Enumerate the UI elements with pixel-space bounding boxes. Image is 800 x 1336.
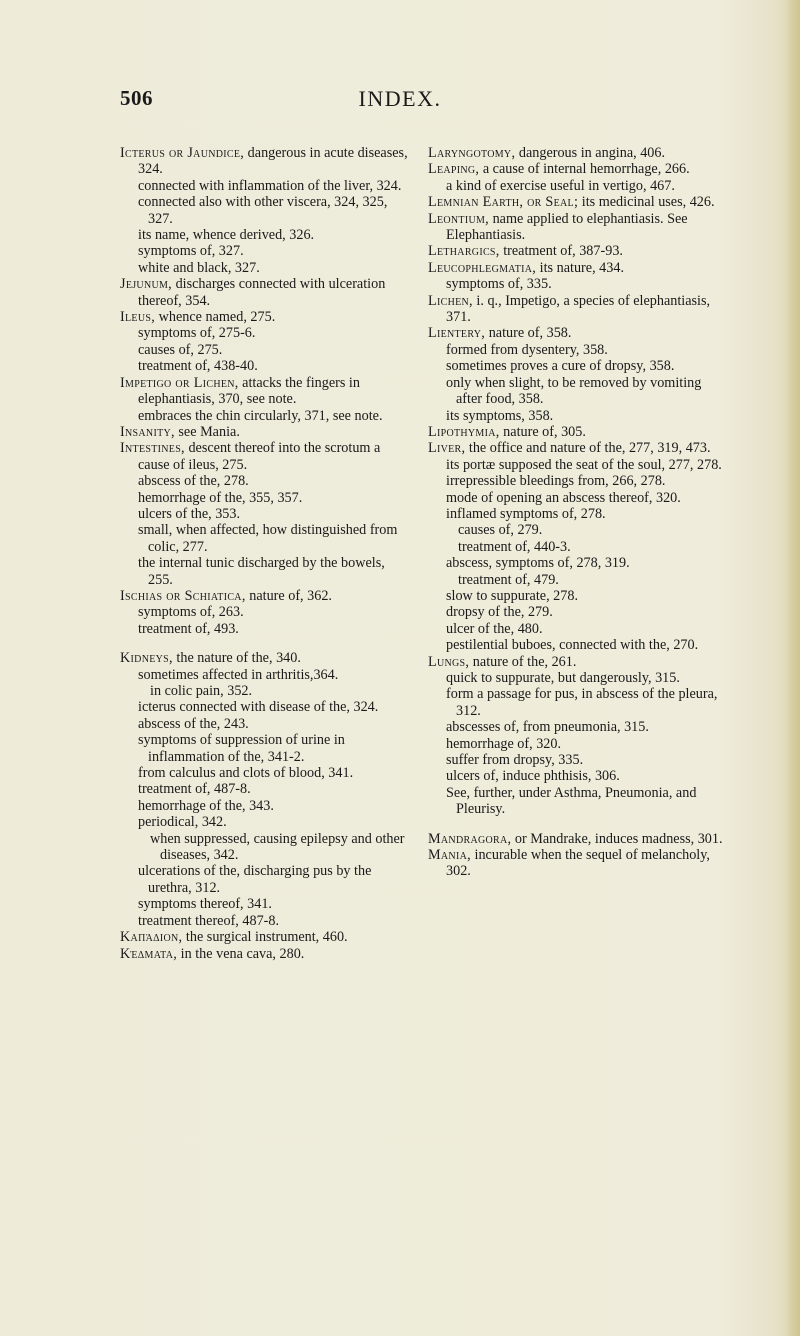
index-subentry [428,539,726,555]
index-text: sometimes proves a cure of dropsy, 358. [446,358,675,375]
index-text: its name, whence derived, 326. [138,227,315,244]
index-subentry [428,178,726,194]
index-text: treatment of, 387-93. [499,243,623,260]
index-subentry [428,572,726,588]
index-text: symptoms of, 263. [138,604,244,621]
index-subentry [120,260,408,276]
index-entry [428,161,726,177]
index-text: nature of, 305. [499,423,586,440]
index-subentry [120,227,408,243]
index-headword: Insanity, [120,423,175,440]
index-text: or Mandrake, induces madness, 301. [511,830,723,847]
page-edge-shadow [786,0,800,1336]
index-headword: Lipothymia, [428,423,500,440]
index-subentry [120,831,408,864]
index-text: ulcerations of the, discharging pus by the urethra, 312. [138,863,372,896]
index-subentry [120,716,408,732]
index-subentry [120,506,408,522]
index-text: from calculus and clots of blood, 341. [138,765,354,782]
index-text: abscess of the, 278. [138,473,249,490]
index-text: causes of, 279. [458,522,543,539]
index-text: symptoms of suppression of urine in inflammation of the, 341-2. [138,732,345,765]
index-subentry [428,490,726,506]
running-head: INDEX. [358,86,442,111]
index-entry [120,309,408,325]
index-text: a kind of exercise useful in vertigo, 467. [446,177,675,194]
index-subentry [120,325,408,341]
index-subentry [428,588,726,604]
index-headword: Lungs, [428,653,470,670]
index-entry [120,650,408,666]
index-text: the nature of the, 340. [172,650,301,667]
index-entry [428,424,726,440]
index-subentry [120,683,408,699]
index-text: nature of the, 261. [469,653,577,670]
index-headword: Leaping, [428,161,480,178]
index-subentry [120,667,408,683]
index-subentry [428,686,726,719]
index-text: symptoms of, 335. [446,276,552,293]
index-entry [428,145,726,161]
index-entry [428,325,726,341]
index-headword: Liver, [428,440,466,457]
section-gap [428,818,726,831]
index-text: inflamed symptoms of, 278. [446,505,606,522]
index-text: hemorrhage of the, 355, 357. [138,489,303,506]
index-entry [120,145,408,178]
index-subentry [428,637,726,653]
index-entry [428,260,726,276]
index-text: discharges connected with ulceration thereof, 354. [138,276,386,309]
index-subentry [428,736,726,752]
index-text: symptoms of, 275-6. [138,325,256,342]
index-headword: Καπάδιον, [120,929,183,946]
index-subentry [428,342,726,358]
index-text: hemorrhage of, 320. [446,735,562,752]
index-text: treatment of, 479. [458,571,559,588]
index-text: abscesses of, from pneumonia, 315. [446,719,649,736]
index-text: whence named, 275. [155,309,276,326]
index-text: when suppressed, causing epilepsy and other diseases, 342. [150,830,405,864]
index-subentry [120,699,408,715]
index-text: treatment thereof, 487-8. [138,912,280,929]
index-text: treatment of, 493. [138,620,239,637]
index-subentry [428,473,726,489]
index-subentry [120,408,408,424]
index-entry [428,293,726,326]
index-subentry [120,896,408,912]
index-text: ulcers of the, 353. [138,505,241,522]
index-subentry [120,814,408,830]
index-text: icterus connected with disease of the, 324. [138,699,379,716]
index-text: embraces the chin circularly, 371, see note. [138,407,383,424]
index-headword: Ischias or Schiatica, [120,587,246,604]
index-subentry [428,408,726,424]
index-subentry [120,194,408,227]
index-text: hemorrhage of the, 343. [138,797,274,814]
index-text: symptoms thereof, 341. [138,896,272,913]
index-text: connected also with other viscera, 324, 325, 327. [138,194,388,227]
index-subentry [120,765,408,781]
index-subentry [428,555,726,571]
index-entry [428,211,726,244]
index-entry [120,424,408,440]
index-text: causes of, 275. [138,341,223,358]
index-entry [120,929,408,945]
section-gap [120,637,408,650]
index-headword: Lemnian Earth, or Seal; [428,194,579,211]
index-text: abscess of the, 243. [138,715,249,732]
index-headword: Lichen, [428,292,473,309]
index-text: the office and nature of the, 277, 319, 473. [465,440,711,457]
index-text: slow to suppurate, 278. [446,587,579,604]
index-text: white and black, 327. [138,259,260,276]
index-entry [428,194,726,210]
index-text: periodical, 342. [138,814,227,831]
page-header [0,86,800,116]
index-subentry [120,358,408,374]
index-text: form a passage for pus, in abscess of the pleura, 312. [446,686,718,719]
index-text: attacks the fingers in elephantiasis, 370, see note. [138,374,360,408]
index-text: formed from dysentery, 358. [446,341,608,358]
index-headword: Κέδματα, [120,945,178,962]
index-text: small, when affected, how distinguished from colic, 277. [138,522,398,555]
index-headword: Mania, [428,847,471,864]
index-entry [120,946,408,962]
index-subentry [120,781,408,797]
index-subentry [428,621,726,637]
index-headword: Leucophlegmatia, [428,259,537,276]
index-text: incurable when the sequel of melancholy, 302. [446,847,710,880]
index-subentry [428,276,726,292]
index-text: its portæ supposed the seat of the soul, 277, 278. [446,456,722,473]
index-text: name applied to elephantiasis. See Elephantiasis. [446,210,688,244]
index-subentry [120,473,408,489]
index-subentry [120,342,408,358]
index-entry [428,440,726,456]
index-headword: Intestines, [120,440,185,457]
index-headword: Icterus or Jaundice, [120,145,245,161]
index-text: the surgical instrument, 460. [182,929,348,946]
index-entry [428,654,726,670]
index-entry [428,243,726,259]
index-subentry [428,375,726,408]
index-headword: Ileus, [120,309,156,326]
index-headword: Lientery, [428,325,486,342]
index-text: See, further, under Asthma, Pneumonia, and Pleurisy. [446,784,697,818]
index-entry [120,276,408,309]
index-text: dangerous in angina, 406. [515,145,666,161]
index-text: treatment of, 487-8. [138,781,251,798]
index-text: dropsy of the, 279. [446,604,553,621]
index-text: quick to suppurate, but dangerously, 315. [446,670,680,686]
index-headword: Impetigo or Lichen, [120,374,239,391]
index-subentry [428,358,726,374]
index-subentry [120,913,408,929]
index-subentry [428,752,726,768]
index-column-right [428,145,726,880]
index-text: in colic pain, 352. [150,683,253,699]
index-subentry [428,604,726,620]
index-subentry [428,768,726,784]
index-text: only when slight, to be removed by vomiting after food, 358. [446,374,702,408]
index-subentry [428,506,726,522]
page-number: 506 [120,86,153,110]
index-entry [120,375,408,408]
index-text: connected with inflammation of the liver, 324. [138,177,402,194]
index-text: treatment of, 440-3. [458,538,571,555]
index-text: ulcers of, induce phthisis, 306. [446,768,620,785]
index-subentry [120,522,408,555]
index-column-left [120,145,408,962]
index-subentry [120,178,408,194]
index-subentry [428,670,726,686]
index-subentry [428,719,726,735]
index-text: nature of, 358. [485,325,572,342]
index-text: descent thereof into the scrotum a cause of ileus, 275. [138,440,381,473]
index-text: nature of, 362. [245,587,332,604]
index-subentry [120,621,408,637]
index-text: treatment of, 438-40. [138,358,258,375]
index-text: symptoms of, 327. [138,243,244,260]
index-subentry [120,798,408,814]
index-text: a cause of internal hemorrhage, 266. [479,161,690,178]
index-subentry [428,522,726,538]
index-entry [428,847,726,880]
index-subentry [428,457,726,473]
index-text: abscess, symptoms of, 278, 319. [446,555,630,572]
index-text: in the vena cava, 280. [177,945,305,962]
index-text: sometimes affected in arthritis,364. [138,666,339,683]
index-text: ulcer of the, 480. [446,620,543,637]
index-headword: Mandragora, [428,830,512,847]
index-text: suffer from dropsy, 335. [446,752,584,769]
index-entry [428,831,726,847]
index-subentry [120,490,408,506]
index-text: see Mania. [174,423,240,440]
index-subentry [120,863,408,896]
index-text: its nature, 434. [536,259,624,276]
index-entry [120,588,408,604]
index-text: dangerous in acute diseases, 324. [138,145,408,178]
index-text: its medicinal uses, 426. [578,194,715,211]
index-subentry [428,785,726,818]
index-text: irrepressible bleedings from, 266, 278. [446,473,666,490]
index-text: i. q., Impetigo, a species of elephantiasis, 371. [446,292,711,326]
index-headword: Laryngotomy, [428,145,516,161]
index-headword: Jejunum, [120,276,173,293]
index-subentry [120,732,408,765]
index-subentry [120,604,408,620]
index-text: its symptoms, 358. [446,407,554,424]
index-subentry [120,555,408,588]
index-subentry [120,243,408,259]
index-text: the internal tunic discharged by the bowels, 255. [138,555,385,588]
index-headword: Lethargics, [428,243,500,260]
index-entry [120,440,408,473]
index-headword: Kidneys, [120,650,173,667]
index-text: mode of opening an abscess thereof, 320. [446,489,681,506]
index-headword: Leontium, [428,210,490,227]
index-text: pestilential buboes, connected with the, 270. [446,637,699,654]
